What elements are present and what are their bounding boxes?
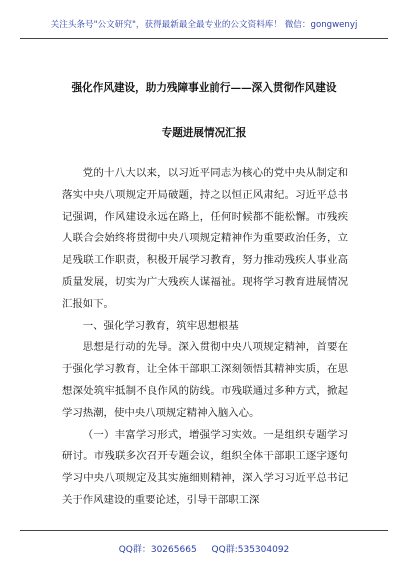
body-paragraph-section-1: 思想是行动的先导。深入贯彻中央八项规定精神，首要在于强化学习教育，让全体干部职工深刻领悟其精神实质，在思想深处筑牢抵制不良作风的防线。市残联通过多种方式，掀起学习热潮，使中央八项规定精神入脑入心。 [62,341,348,419]
footer-qq-group-2: QQ群:535304092 [211,545,290,555]
body-paragraph-subsection-1: （一）丰富学习形式，增强学习实效。一是组织专题学习研讨。市残联多次召开专题会议，组织全体干部职工逐字逐句学习中央八项规定及其实施细则精神，深入学习习近平总书记关于作风建设的重要论述，引导干部职工深 [62,428,348,506]
document-body [62,163,348,512]
header-divider [20,38,388,39]
body-paragraph-intro: 党的十八大以来，以习近平同志为核心的党中央从制定和落实中央八项规定开局破题，持之以恒正风肃纪。习近平总书记强调，作风建设永远在路上，任何时候都不能松懈。市残疾人联合会始终将贯彻中央八项规定精神作为重要政治任务，立足残联工作职责，积极开展学习教育，努力推动残疾人事业高质量发展，切实为广大残疾人谋福祉。现将学习教育进展情况汇报如下。 [62,167,348,310]
footer-divider [20,530,388,531]
footer [20,542,388,555]
header-banner: 关注头条号"公文研究"，获得最新最全最专业的公文资料库！ 微信：gongwenyj [50,20,358,30]
document-title: 强化作风建设，助力残障事业前行——深入贯彻作风建设 [71,82,337,94]
footer-qq-group-1: QQ群：30265665 [118,545,197,555]
section-heading-1: 一、强化学习教育，筑牢思想根基 [82,319,239,332]
document-subtitle: 专题进展情况汇报 [161,127,247,139]
